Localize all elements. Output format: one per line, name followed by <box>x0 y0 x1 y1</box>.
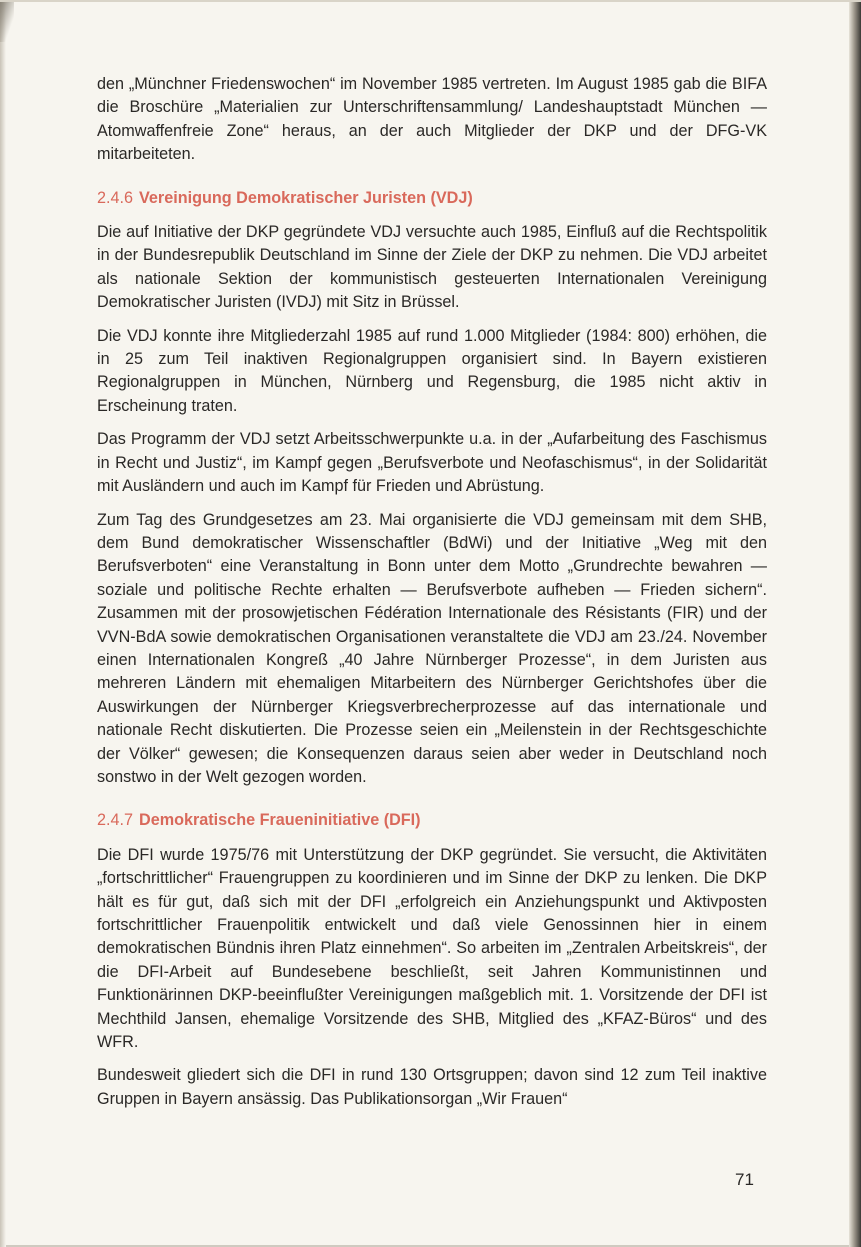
section-number: 2.4.7 <box>97 811 134 830</box>
intro-paragraph: den „Münchner Friedenswochen“ im November 1985 vertreten. Im August 1985 gab die BIFA die Broschüre „Materialien zur Unterschriftensammlung/ Landeshauptstadt München — Atomwaffenfreie Zone“ heraus, an der auch Mitglieder der DKP und der DFG-VK mitarbeiteten. <box>97 75 767 164</box>
paragraph: Die DFI wurde 1975/76 mit Unterstützung der DKP gegründet. Sie versucht, die Aktivitäten „fortschrittlicher“ Frauengruppen zu koordinieren und im Sinne der DKP zu lenken. Die DKP hält es für gut, daß sich mit der DFI „erfolgreich ein Anziehungspunkt und Aktivposten fortschrittlicher Frauenpolitik entwickelt und daß viele Genossinnen hier in einem demokratischen Bündnis ihren Platz einnehmen“. So arbeiten im „Zentralen Arbeitskreis“, der die DFI-Arbeit auf Bundesebene beschließt, seit Jahren Kommunistinnen und Funktionärinnen DKP-beeinflußter Vereinigungen maßgeblich mit. 1. Vorsitzende der DFI ist Mechthild Jansen, ehemalige Vorsitzende des SHB, Mitglied des „KFAZ-Büros“ und des WFR. <box>97 845 767 1052</box>
section-title: Demokratische Fraueninitiative (DFI) <box>139 811 421 830</box>
page-body <box>97 73 767 1121</box>
section-number: 2.4.6 <box>97 188 134 207</box>
paragraph: Das Programm der VDJ setzt Arbeitsschwerpunkte u.a. in der „Aufarbeitung des Faschismus in Recht und Justiz“, im Kampf gegen „Berufsverbote und Neofaschismus“, in der Solidarität mit Ausländern und auch im Kampf für Frieden und Abrüstung. <box>97 430 767 496</box>
page-right-edge <box>849 2 861 1247</box>
page-number: 71 <box>735 1170 754 1189</box>
section-title: Vereinigung Demokratischer Juristen (VDJ) <box>139 188 473 207</box>
paragraph: Bundesweit gliedert sich die DFI in rund 130 Ortsgruppen; davon sind 12 zum Teil inaktive Gruppen in Bayern ansässig. Das Publikationsorgan „Wir Frauen“ <box>97 1066 767 1108</box>
section-heading-2-4-6 <box>97 187 767 210</box>
page-corner-shadow <box>0 2 14 42</box>
paragraph: Zum Tag des Grundgesetzes am 23. Mai organisierte die VDJ gemeinsam mit dem SHB, dem Bund demokratischer Wissenschaftler (BdWi) und der Initiative „Weg mit den Berufsverboten“ eine Veranstaltung in Bonn unter dem Motto „Grundrechte bewahren — soziale und politische Rechte erhalten — Berufsverbote aufheben — Frieden sichern“. Zusammen mit der prosowjetischen Fédération Internationale des Résistants (FIR) und der VVN-BdA sowie demokratischen Organisationen veranstaltete die VDJ am 23./24. November einen Internationalen Kongreß „40 Jahre Nürnberger Prozesse“, in dem Juristen aus mehreren Ländern mit ehemaligen Mitarbeitern des Nürnberger Gerichtshofes über die Auswirkungen der Nürnberger Kriegsverbrecherprozesse auf das internationale und nationale Recht diskutierten. Die Prozesse seien ein „Meilenstein in der Rechtsgeschichte der Völker“ gewesen; die Konsequenzen daraus seien aber weder in Deutschland noch sonstwo in der Welt gezogen worden. <box>97 510 767 786</box>
paragraph: Die auf Initiative der DKP gegründete VDJ versuchte auch 1985, Einfluß auf die Rechtspolitik in der Bundesrepublik Deutschland im Sinne der Ziele der DKP zu nehmen. Die VDJ arbeitet als nationale Sektion der kommunistisch gesteuerten Internationalen Vereinigung Demokratischer Juristen (IVDJ) mit Sitz in Brüssel. <box>97 223 767 312</box>
section-heading-2-4-7 <box>97 809 767 832</box>
page-left-edge <box>0 2 6 1247</box>
paragraph: Die VDJ konnte ihre Mitgliederzahl 1985 auf rund 1.000 Mitglieder (1984: 800) erhöhen, die in 25 zum Teil inaktiven Regionalgruppen organisiert sind. In Bayern existieren Regionalgruppen in München, Nürnberg und Regensburg, die 1985 nicht aktiv in Erscheinung traten. <box>97 326 767 415</box>
